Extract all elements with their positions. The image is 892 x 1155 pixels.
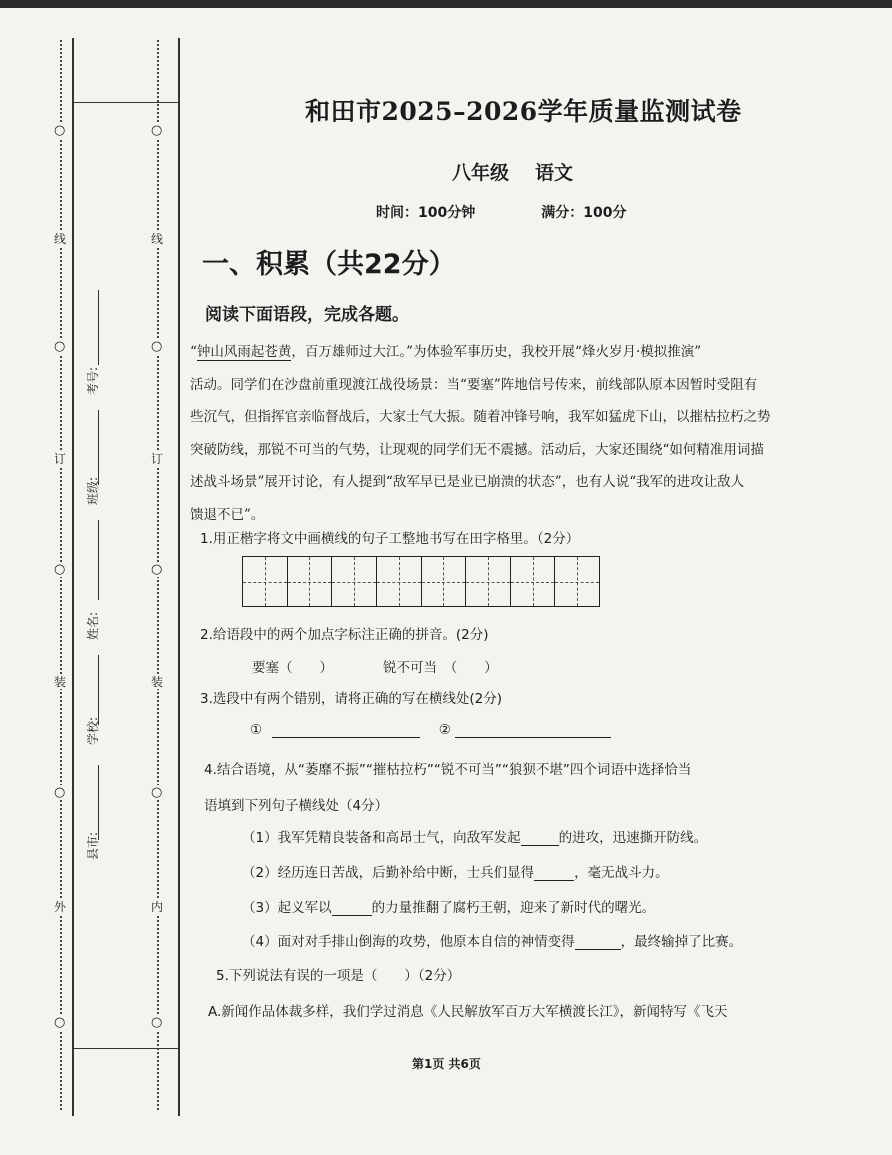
question-3: 3.选段中有两个错别，请将正确的写在横线处(2分) [200,691,503,707]
outer-circle-4: ○ [54,785,66,800]
field-name-blank[interactable] [98,520,99,600]
field-exam-number-blank[interactable] [98,290,99,365]
field-school-blank[interactable] [98,655,99,725]
underlined-sentence: 钟山风雨起苍黄 [196,344,292,360]
grid-cell[interactable] [332,557,377,606]
answer-blank-1[interactable] [272,737,420,738]
q4-item-4-post: ，最终输掉了比赛。 [620,934,743,950]
grid-cell[interactable] [511,557,556,606]
field-county-label: 县市: [86,831,100,860]
inner-circle-4: ○ [151,785,163,800]
passage-line-2: 活动。同学们在沙盘前重现渡江战役场景：当“要塞”阵地信号传来，前线部队原本因暂时受阻有 [190,376,758,393]
question-5: 5.下列说法有误的一项是（ ）（2分） [216,968,461,984]
passage-line-6: 馈退不已”。 [190,506,265,523]
inner-circle-5: ○ [151,1015,163,1030]
field-name-label: 姓名: [86,611,100,640]
score-label: 满分：100分 [541,205,627,221]
passage-line-1 [190,336,890,369]
binding-bottom-rule [72,1048,178,1049]
page-footer: 第1页 共6页 [412,1057,481,1071]
q4-item-1-pre: （1）我军凭精良装备和高昂士气，向敌军发起 [242,830,521,846]
question-2-item-2[interactable]: 锐不可当 （ ） [383,660,498,676]
question-2: 2.给语段中的两个加点字标注正确的拼音。(2分) [200,627,489,643]
q4-item-2-post: ，毫无战斗力。 [574,865,669,881]
q4-blank-3[interactable] [332,901,372,916]
outer-circle-1: ○ [54,123,66,138]
question-4-item-3 [242,896,655,916]
binding-margin [0,0,185,1155]
question-2-item-1[interactable]: 要塞（ ） [252,660,333,676]
outer-marker-wai: 外 [54,900,67,914]
grid-cell[interactable] [422,557,467,606]
inner-circle-3: ○ [151,562,163,577]
q4-item-3-pre: （3）起义军以 [242,900,332,916]
inner-border-line [178,38,180,1116]
passage-line-1-rest: ，百万雄师过大江。”为体验军事历史，我校开展“烽火岁月·模拟推演” [291,344,702,360]
grid-cell[interactable] [377,557,422,606]
outer-marker-xian: 线 [54,232,67,246]
question-4-line-1: 4.结合语境，从“萎靡不振”“摧枯拉朽”“锐不可当”“狼狈不堪”四个词语中选择恰当 [204,762,692,778]
grade-label: 八年级 [452,162,510,184]
question-5-option-a[interactable]: A.新闻作品体裁多样，我们学过消息《人民解放军百万大军横渡长江》，新闻特写《飞天 [208,1004,728,1020]
outer-circle-2: ○ [54,339,66,354]
inner-marker-ding: 订 [151,452,164,466]
outer-circle-3: ○ [54,562,66,577]
grid-cell[interactable] [288,557,333,606]
inner-marker-xian: 线 [151,232,164,246]
outer-border-line [72,38,74,1116]
exam-title: 和田市2025–2026学年质量监测试卷 [305,97,742,126]
answer-blank-2[interactable] [455,737,611,738]
grid-cell[interactable] [243,557,288,606]
field-county-blank[interactable] [98,765,99,840]
q4-item-2-pre: （2）经历连日苦战，后勤补给中断，士兵们显得 [242,865,535,881]
q4-item-1-post: 的进攻，迅速撕开防线。 [558,830,708,846]
time-label: 时间：100分钟 [376,205,476,221]
subject-label: 语文 [535,162,574,184]
reading-passage [190,336,890,531]
inner-circle-2: ○ [151,339,163,354]
question-4-item-4 [242,930,742,950]
outer-marker-ding: 订 [54,452,67,466]
field-exam-number-label: 考号: [86,366,100,395]
question-4-item-1 [242,826,707,846]
q4-blank-1[interactable] [521,831,559,846]
field-class-label: 班级: [86,476,100,505]
inner-circle-1: ○ [151,123,163,138]
binding-top-rule [72,102,178,103]
question-3-answers [250,722,611,738]
answer-mark-2: ② [438,722,451,738]
outer-circle-5: ○ [54,1015,66,1030]
q4-blank-2[interactable] [534,866,574,881]
inner-marker-nei: 内 [151,900,164,914]
q4-item-3-post: 的力量推翻了腐朽王朝，迎来了新时代的曙光。 [371,900,656,916]
question-4-line-2: 语填到下列句子横线处（4分） [204,798,389,814]
question-1: 1.用正楷字将文中画横线的句子工整地书写在田字格里。（2分） [200,531,580,547]
answer-mark-1: ① [250,722,263,738]
exam-page [190,0,892,1155]
inner-marker-zhuang: 装 [151,675,164,689]
grid-cell[interactable] [555,557,599,606]
grid-cell[interactable] [466,557,511,606]
q4-item-4-pre: （4）面对对手排山倒海的攻势，他原本自信的神情变得 [242,934,575,950]
grade-subject [452,158,599,185]
section-intro: 阅读下面语段，完成各题。 [205,305,409,325]
passage-line-3: 些沉气，但指挥官亲临督战后，大家士气大振。随着冲锋号响，我军如猛虎下山，以摧枯拉朽之势 [190,409,771,425]
field-class-blank[interactable] [98,410,99,485]
passage-line-5: 述战斗场景”展开讨论，有人提到“敌军早已是业已崩溃的状态”，也有人说“我军的进攻让敌人 [190,474,745,490]
section-title: 一、积累（共22分） [202,249,456,280]
tianzige-grid[interactable] [242,556,600,607]
outer-marker-zhuang: 装 [54,675,67,689]
passage-line-4: 突破防线，那锐不可当的气势，让现观的同学们无不震撼。活动后，大家还围绕“如何精准用词描 [190,441,764,458]
time-score-line [376,202,692,222]
field-school-label: 学校: [86,716,100,745]
q4-blank-4[interactable] [575,935,621,950]
passage-open-quote: “ [190,344,197,360]
question-4-item-2 [242,861,669,881]
